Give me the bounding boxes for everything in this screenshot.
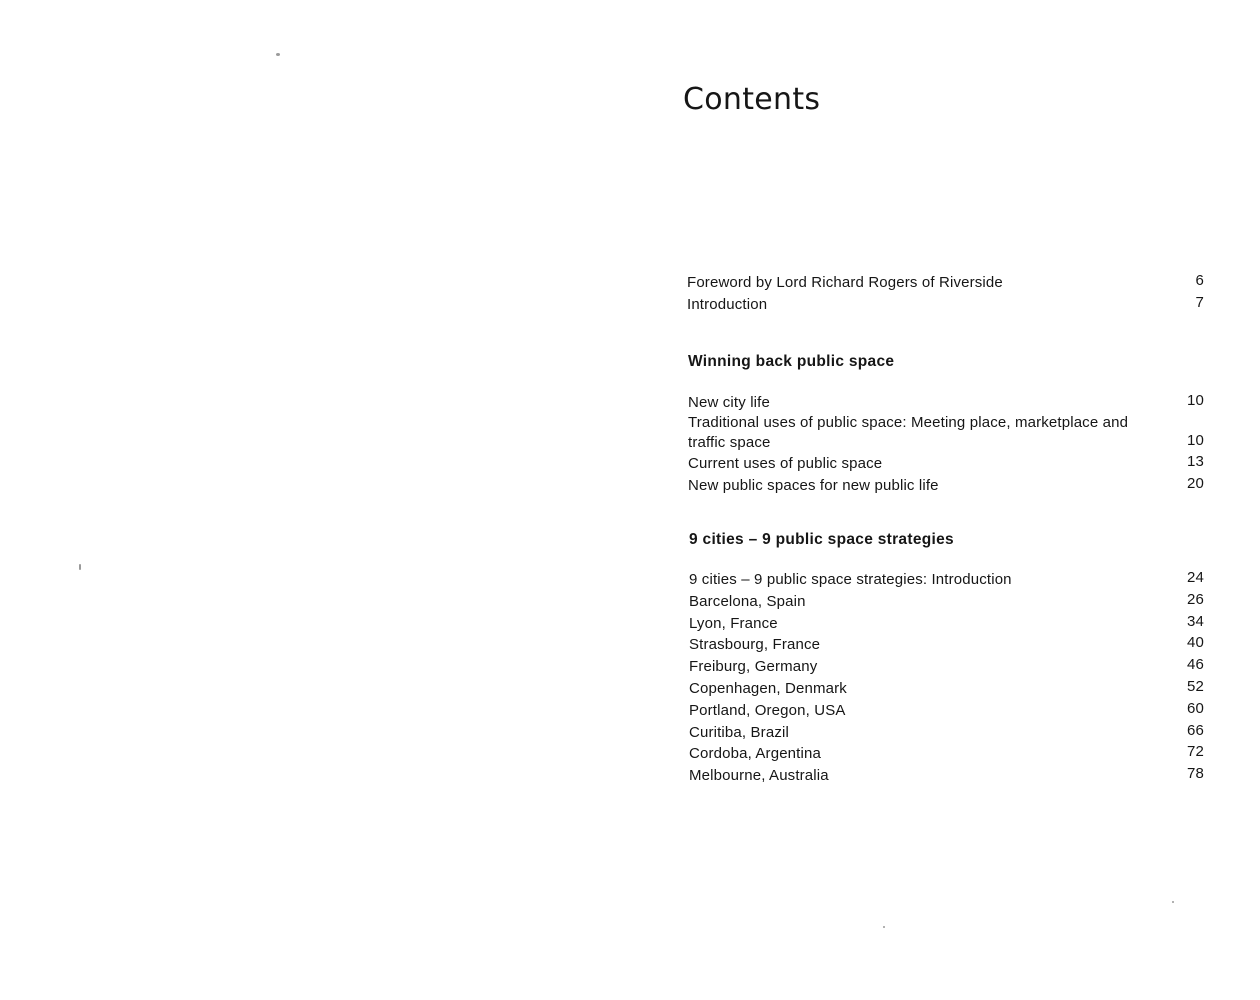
section-entries-list	[688, 391, 1204, 496]
scan-speck	[276, 53, 280, 56]
toc-entry-title: New public spaces for new public life	[688, 477, 939, 495]
toc-entry-title: Portland, Oregon, USA	[689, 701, 846, 719]
section-heading: 9 cities – 9 public space strategies	[689, 531, 954, 548]
toc-entry	[689, 633, 1204, 655]
toc-entry-title: Copenhagen, Denmark	[689, 679, 847, 697]
toc-entry-title: Strasbourg, France	[689, 636, 821, 654]
toc-entry	[689, 742, 1204, 764]
toc-entry-title: New city life	[688, 394, 770, 411]
toc-entry-page: 13	[1187, 453, 1204, 471]
toc-entry-title: Melbourne, Australia	[689, 767, 829, 785]
toc-entry-page: 78	[1187, 765, 1204, 783]
toc-entry-page: 60	[1187, 699, 1204, 717]
toc-entry-page: 72	[1187, 743, 1204, 761]
toc-entry	[689, 721, 1204, 743]
toc-entry	[689, 612, 1204, 634]
toc-entry-page: 7	[1195, 293, 1204, 311]
toc-entry	[689, 677, 1204, 699]
toc-entry-title: Traditional uses of public space: Meeting place, marketplace and traffic space	[688, 413, 1129, 451]
section-heading: Winning back public space	[688, 353, 895, 370]
toc-entry	[688, 413, 1204, 453]
scan-speck	[883, 926, 885, 928]
toc-entry-page: 24	[1187, 569, 1204, 586]
toc-entry	[687, 293, 1204, 315]
page-title: Contents	[683, 82, 821, 117]
toc-entry-title: 9 cities – 9 public space strategies: Introduction	[689, 571, 1012, 588]
toc-entry-page: 40	[1187, 634, 1204, 652]
toc-entry-page: 6	[1195, 272, 1204, 289]
toc-entry-title: Lyon, France	[689, 614, 778, 632]
toc-entry	[689, 590, 1204, 612]
toc-entry-page: 20	[1187, 475, 1204, 493]
scan-speck	[79, 564, 81, 570]
section-entries-list	[689, 568, 1204, 786]
toc-entry	[688, 474, 1204, 496]
toc-entry-title: Cordoba, Argentina	[689, 745, 821, 763]
toc-entry	[689, 655, 1204, 677]
toc-entry-title: Barcelona, Spain	[689, 592, 806, 610]
toc-entry	[688, 452, 1204, 474]
toc-entry-title: Curitiba, Brazil	[689, 723, 789, 741]
toc-entry	[689, 764, 1204, 786]
toc-entry	[688, 391, 1204, 413]
toc-entry-title: Foreword by Lord Richard Rogers of Riverside	[687, 274, 1003, 291]
toc-entry-page: 34	[1187, 612, 1204, 630]
toc-entry-title: Introduction	[687, 295, 768, 313]
toc-entry	[687, 271, 1204, 293]
toc-entry	[689, 568, 1204, 590]
scan-speck	[1172, 901, 1174, 903]
toc-entry-page: 10	[1187, 392, 1204, 409]
toc-entry-title: Current uses of public space	[688, 455, 883, 473]
toc-entry-page: 10	[1187, 431, 1204, 449]
toc-entry-page: 52	[1187, 677, 1204, 695]
front-matter-list	[687, 271, 1204, 315]
toc-entry-page: 66	[1187, 721, 1204, 739]
toc-entry-page: 26	[1187, 590, 1204, 608]
toc-entry-page: 46	[1187, 656, 1204, 674]
toc-entry-title: Freiburg, Germany	[689, 658, 818, 676]
toc-entry	[689, 699, 1204, 721]
